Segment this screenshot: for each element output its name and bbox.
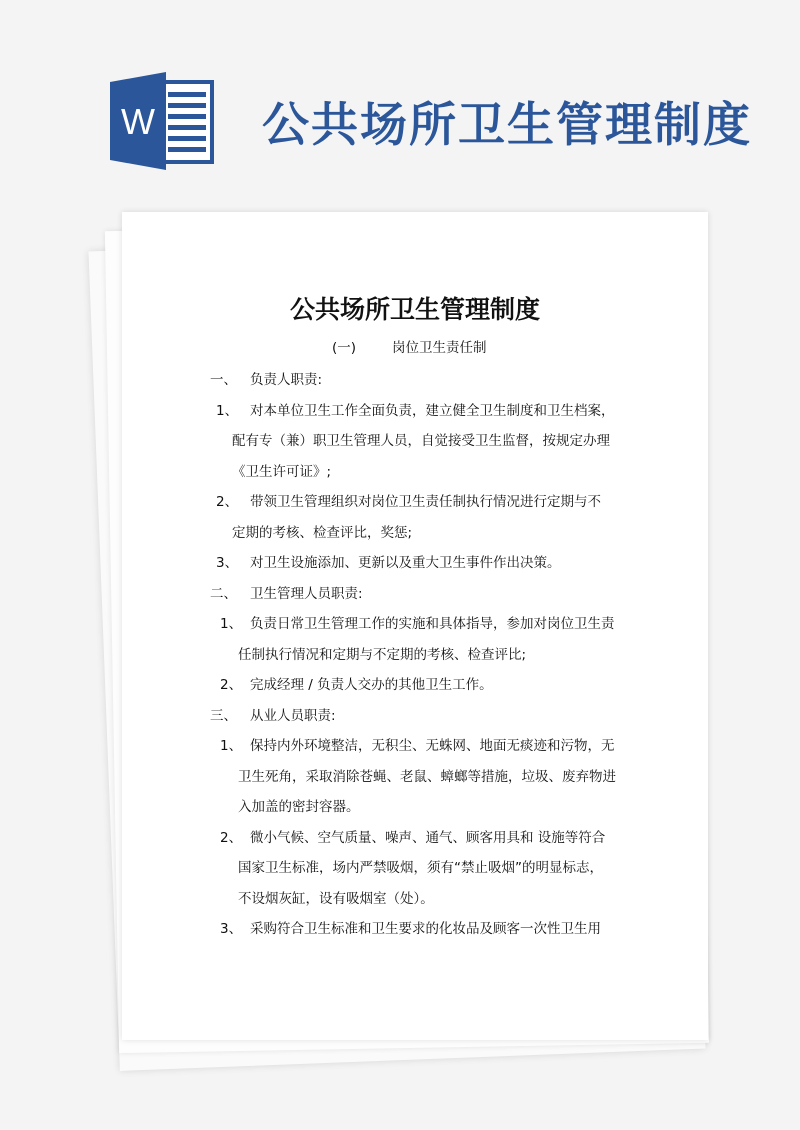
item-number: 3、 bbox=[216, 555, 239, 571]
section-heading: 从业人员职责: bbox=[250, 707, 336, 724]
word-icon bbox=[110, 72, 214, 170]
item-number: 1、 bbox=[216, 402, 239, 419]
section-heading: 卫生管理人员职责: bbox=[250, 585, 363, 602]
section-number: 一、 bbox=[210, 372, 237, 388]
item-text-line: 不设烟灰缸，设有吸烟室（处）。 bbox=[238, 890, 434, 907]
item-text-line: 采购符合卫生标准和卫生要求的化妆品及顾客一次性卫生用 bbox=[250, 921, 601, 937]
subtitle-number: (一) bbox=[332, 340, 357, 356]
item-text-line: 保持内外环境整洁，无积尘、无蛛网、地面无痰迹和污物，无 bbox=[250, 738, 615, 754]
item-text-line: 负责日常卫生管理工作的实施和具体指导，参加对岗位卫生责 bbox=[250, 616, 615, 632]
document-title: 公共场所卫生管理制度 bbox=[289, 295, 540, 324]
document-page bbox=[122, 212, 708, 1040]
item-text-line: 配有专（兼）职卫生管理人员，自觉接受卫生监督，按规定办理 bbox=[232, 433, 610, 449]
item-number: 1、 bbox=[220, 738, 243, 754]
item-text-line: 对卫生设施添加、更新以及重大卫生事件作出决策。 bbox=[250, 555, 561, 571]
item-number: 2、 bbox=[220, 829, 243, 846]
subtitle-text: 岗位卫生责任制 bbox=[392, 340, 487, 356]
section-number: 三、 bbox=[210, 707, 237, 724]
item-text-line: 《卫生许可证》; bbox=[232, 463, 332, 480]
banner-title: 公共场所卫生管理制度 bbox=[262, 98, 752, 153]
item-text-line: 微小气候、空气质量、噪声、通气、顾客用具和 设施等符合 bbox=[250, 829, 606, 846]
item-number: 3、 bbox=[220, 921, 243, 937]
item-text-line: 卫生死角，采取消除苍蝇、老鼠、蟑螂等措施，垃圾、废弃物进 bbox=[238, 768, 616, 785]
item-text-line: 任制执行情况和定期与不定期的考核、检查评比; bbox=[238, 646, 527, 663]
item-number: 2、 bbox=[220, 677, 243, 693]
item-text-line: 完成经理 / 负责人交办的其他卫生工作。 bbox=[250, 677, 493, 693]
word-icon-letter: W bbox=[121, 101, 155, 142]
item-text-line: 定期的考核、检查评比，奖惩; bbox=[232, 524, 413, 541]
item-text-line: 带领卫生管理组织对岗位卫生责任制执行情况进行定期与不 bbox=[250, 494, 601, 510]
item-text-line: 对本单位卫生工作全面负责，建立健全卫生制度和卫生档案， bbox=[250, 402, 615, 419]
item-text-line: 入加盖的密封容器。 bbox=[238, 799, 360, 815]
item-number: 1、 bbox=[220, 616, 243, 632]
section-number: 二、 bbox=[210, 585, 237, 602]
document-subtitle bbox=[332, 336, 487, 356]
item-number: 2、 bbox=[216, 494, 239, 510]
section-heading: 负责人职责: bbox=[250, 372, 323, 388]
item-text-line: 国家卫生标准，场内严禁吸烟，须有“禁止吸烟”的明显标志， bbox=[238, 860, 603, 876]
